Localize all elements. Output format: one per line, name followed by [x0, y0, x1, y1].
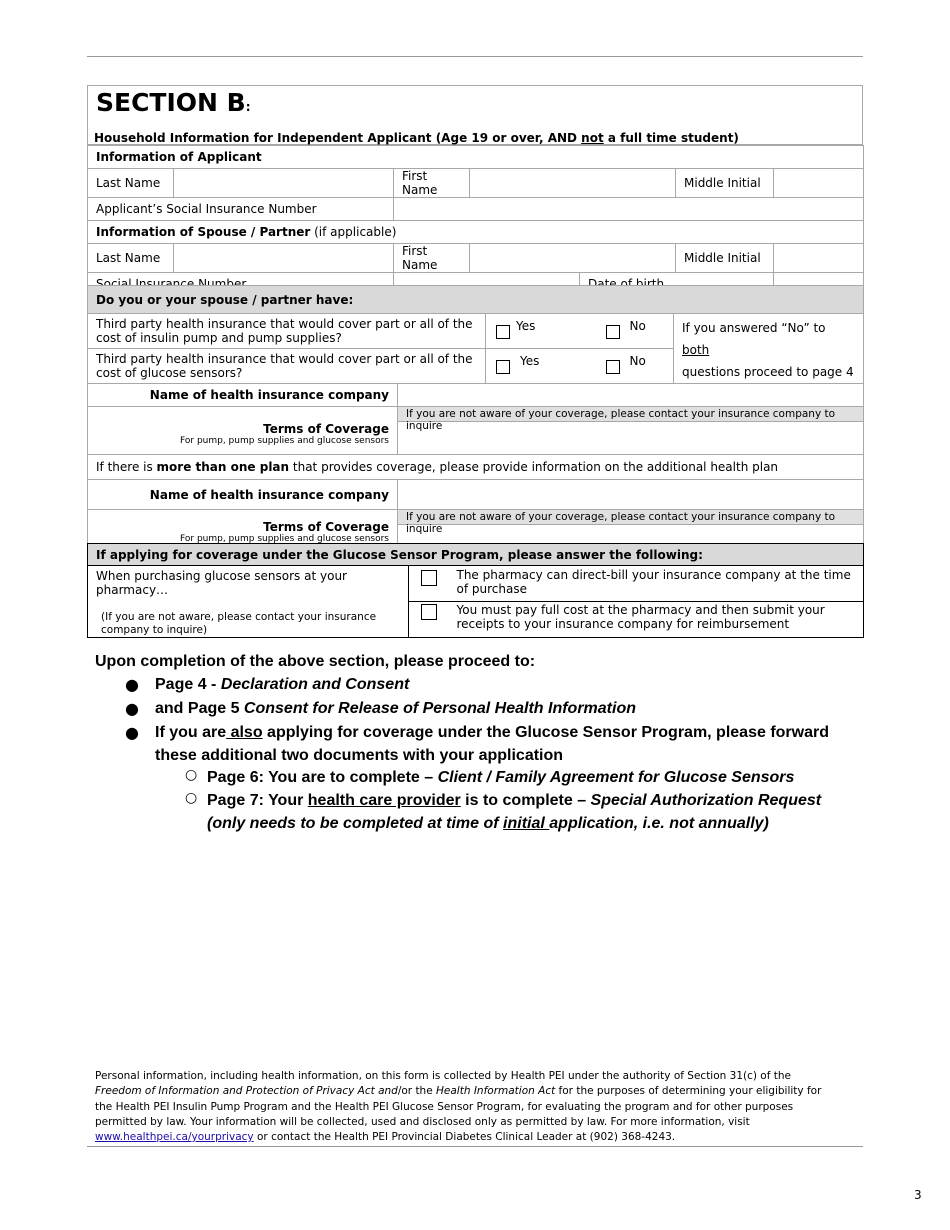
applicant-first-name-field[interactable] [470, 169, 676, 198]
subtitle-not: not [581, 131, 604, 145]
subtitle-post: a full time student) [603, 131, 739, 145]
instruction-page6 [207, 766, 794, 789]
glucose-pre: If you are [155, 724, 227, 741]
page5-pre: and Page 5 [155, 700, 244, 717]
applicant-last-name-label: Last Name [88, 169, 174, 198]
applicant-first-name-label: First Name [394, 169, 470, 198]
spouse-first-name-field[interactable] [470, 244, 676, 273]
spouse-last-name-field[interactable] [174, 244, 394, 273]
page4-title: Declaration and Consent [220, 676, 410, 693]
bullet-icon: ● [125, 675, 139, 694]
top-divider [87, 56, 863, 57]
page4-pre: Page 4 - [155, 676, 221, 693]
page6-pre: Page 6: You are to complete – [207, 769, 438, 786]
applicant-table [87, 145, 864, 296]
page7-initial: initial [503, 815, 550, 832]
privacy-link[interactable]: www.healthpei.ca/yourprivacy [95, 1131, 254, 1144]
coverage-note-2: If you are not aware of your coverage, please contact your insurance company to inquire [398, 510, 863, 525]
glucose-also: also [226, 724, 263, 741]
circle-bullet-icon: ○ [185, 767, 198, 783]
glucose-table [87, 543, 864, 638]
applicant-middle-initial-label: Middle Initial [676, 169, 774, 198]
bullet-icon: ● [125, 699, 139, 718]
glucose-question: When purchasing glucose sensors at your pharmacy… [96, 569, 347, 597]
spouse-dob-label: Date of birth [580, 273, 774, 296]
spouse-heading-rest: (if applicable) [310, 225, 397, 239]
company-field[interactable] [398, 384, 864, 407]
spouse-last-name-label: Last Name [88, 244, 174, 273]
sensors-yes-checkbox[interactable] [496, 360, 510, 374]
page7-pre: Page 7: Your [207, 792, 308, 809]
pump-yes-option[interactable] [486, 314, 598, 349]
subtitle-pre: Household Information for Independent Applicant (Age 19 or over, AND [94, 131, 582, 145]
pump-no-checkbox[interactable] [606, 325, 620, 339]
section-title [96, 88, 251, 117]
sensors-yes-label: Yes [520, 353, 540, 368]
pay-full-option[interactable] [409, 602, 449, 638]
pump-no-label: No [629, 318, 646, 333]
pay-full-label: You must pay full cost at the pharmacy and then submit your receipts to your insurance company for reimbursement [449, 602, 864, 638]
insurance-question-pump: Third party health insurance that would cover part or all of the cost of insulin pump and pump supplies? [88, 314, 486, 349]
spouse-middle-initial-label: Middle Initial [676, 244, 774, 273]
proceed-note-post: questions proceed to page 4 [682, 365, 854, 379]
coverage-note: If you are not aware of your coverage, please contact your insurance company to inquire [398, 407, 863, 422]
bottom-divider [87, 1146, 863, 1147]
applicant-middle-initial-field[interactable] [774, 169, 864, 198]
direct-bill-label: The pharmacy can direct-bill your insurance company at the time of purchase [449, 566, 864, 602]
applicant-last-name-field[interactable] [174, 169, 394, 198]
terms-field[interactable] [398, 407, 864, 455]
circle-bullet-icon: ○ [185, 790, 198, 806]
more-post: that provides coverage, please provide information on the additional health plan [289, 460, 779, 474]
page7-line2-post: application, i.e. not annually) [549, 815, 769, 832]
pay-full-checkbox[interactable] [421, 604, 437, 620]
company-label: Name of health insurance company [88, 384, 398, 407]
sensors-yes-option[interactable] [486, 349, 598, 384]
spouse-heading [88, 221, 864, 244]
privacy-text-2: /or the [397, 1085, 437, 1098]
terms-label-cell [88, 407, 398, 455]
instruction-page7 [207, 789, 821, 835]
page7-mid: is to complete – [460, 792, 591, 809]
direct-bill-checkbox[interactable] [421, 570, 437, 586]
privacy-notice [95, 1069, 835, 1145]
insurance-heading: Do you or your spouse / partner have: [88, 286, 864, 314]
page7-provider: health care provider [307, 792, 461, 809]
more-bold: more than one plan [156, 460, 290, 474]
glucose-line2: these additional two documents with your application [155, 747, 564, 764]
terms-label-2: Terms of Coverage [263, 520, 389, 534]
insurance-table [87, 285, 864, 552]
insurance-question-sensors: Third party health insurance that would cover part or all of the cost of glucose sensors? [88, 349, 486, 384]
privacy-text-4: or contact the Health PEI Provincial Diabetes Clinical Leader at (902) 368-4243. [253, 1131, 676, 1144]
spouse-middle-initial-field[interactable] [774, 244, 864, 273]
terms-sublabel: For pump, pump supplies and glucose sensors [180, 436, 389, 446]
sensors-no-checkbox[interactable] [606, 360, 620, 374]
applicant-sin-label: Applicant’s Social Insurance Number [88, 198, 394, 221]
section-subtitle [94, 131, 739, 145]
more-pre: If there is [96, 460, 157, 474]
bullet-icon: ● [125, 723, 139, 742]
page7-line2-pre: (only needs to be completed at time of [207, 815, 504, 832]
page7-title: Special Authorization Request [590, 792, 822, 809]
glucose-heading: If applying for coverage under the Glucose Sensor Program, please answer the following: [88, 544, 864, 566]
pump-no-option[interactable] [598, 314, 674, 349]
section-header [87, 85, 863, 145]
spouse-sin-label: Social Insurance Number [88, 273, 394, 296]
applicant-sin-field[interactable] [394, 198, 864, 221]
privacy-text-3: for the purposes of determining your eligibility for the Health PEI Insulin Pump Program and the Health PEI Glucose Sensor Program, for evaluating the program and for other purposes permitted by law. Your information will be collected, used and disclosed only as permitted by law. For more information, visit [95, 1085, 822, 1128]
instruction-glucose [155, 721, 829, 767]
instruction-page4 [155, 673, 409, 696]
instruction-page5 [155, 697, 636, 720]
spouse-first-name-label: First Name [394, 244, 470, 273]
company-label-2: Name of health insurance company [88, 480, 398, 510]
section-title-suffix: : [245, 100, 251, 114]
proceed-note [674, 314, 864, 384]
instructions-intro: Upon completion of the above section, please proceed to: [95, 653, 536, 670]
privacy-text-1: Personal information, including health information, on this form is collected by Health PEI under the authority of Section 31(c) of the [95, 1070, 791, 1082]
glucose-question-note: (If you are not aware, please contact your insurance company to inquire) [101, 611, 377, 636]
direct-bill-option[interactable] [409, 566, 449, 602]
sensors-no-option[interactable] [598, 349, 674, 384]
glucose-post: applying for coverage under the Glucose Sensor Program, please forward [262, 724, 829, 741]
page5-title: Consent for Release of Personal Health Information [243, 700, 636, 717]
section-title-text: SECTION B [96, 88, 246, 117]
terms-sublabel-2: For pump, pump supplies and glucose sensors [180, 534, 389, 544]
page6-title: Client / Family Agreement for Glucose Sensors [437, 769, 795, 786]
sensors-no-label: No [629, 353, 646, 368]
pump-yes-label: Yes [516, 318, 536, 333]
more-than-one-plan [88, 455, 864, 480]
proceed-note-pre: If you answered “No” to [682, 321, 826, 335]
pump-yes-checkbox[interactable] [496, 325, 510, 339]
page-number: 3 [914, 1188, 922, 1202]
company-field-2[interactable] [398, 480, 864, 510]
privacy-act-2: Health Information Act [436, 1085, 556, 1098]
proceed-note-both: both [682, 343, 710, 357]
privacy-act-1: Freedom of Information and Protection of Privacy Act and [95, 1085, 398, 1098]
terms-label: Terms of Coverage [263, 422, 389, 436]
spouse-heading-bold: Information of Spouse / Partner [96, 225, 311, 239]
glucose-question-cell [88, 566, 409, 638]
applicant-heading: Information of Applicant [88, 146, 864, 169]
